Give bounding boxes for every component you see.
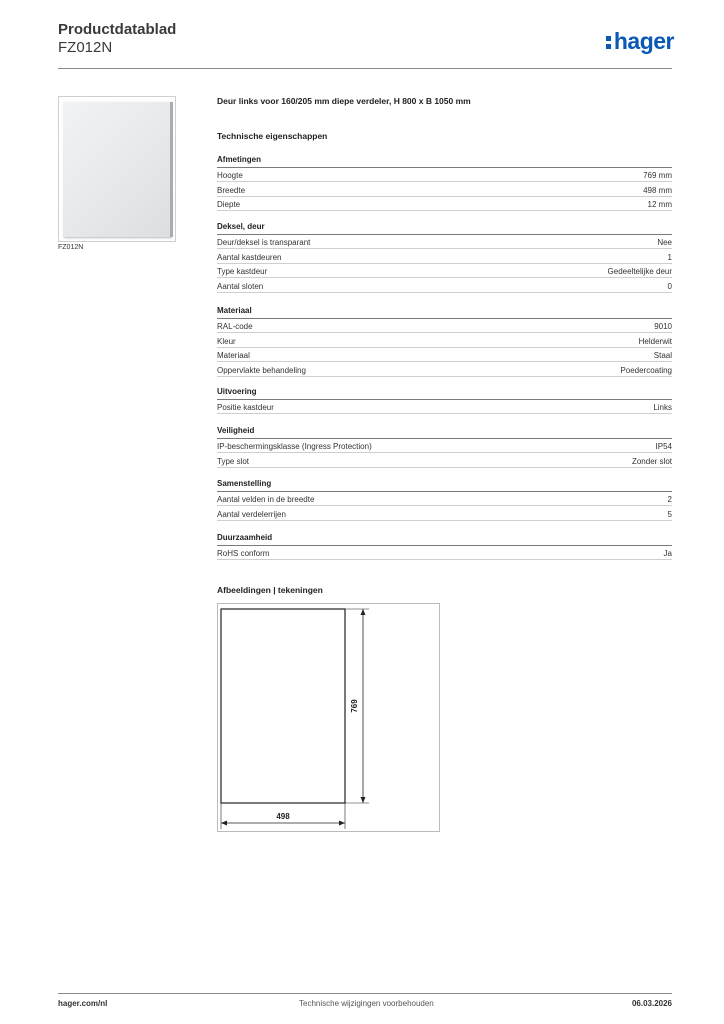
spec-label: Aantal kastdeuren — [217, 252, 282, 262]
spec-label: Materiaal — [217, 351, 250, 361]
spec-label: Deur/deksel is transparant — [217, 238, 311, 247]
spec-label: Aantal velden in de breedte — [217, 495, 315, 504]
spec-label: Hoogte — [217, 171, 243, 180]
footer-disclaimer: Technische wijzigingen voorbehouden — [299, 999, 434, 1008]
spec-value: Staal — [653, 351, 672, 361]
section-title: Deksel, deur — [217, 222, 265, 231]
spec-value: 2 — [667, 495, 672, 504]
spec-row — [217, 183, 672, 197]
door-edge — [170, 102, 173, 237]
spec-row — [217, 492, 672, 506]
product-image — [58, 96, 176, 242]
spec-value: Poedercoating — [620, 365, 672, 375]
spec-row — [217, 197, 672, 211]
hager-logo — [606, 28, 674, 55]
door-panel-icon — [63, 102, 171, 237]
section-title: Veiligheid — [217, 426, 255, 435]
spec-row — [217, 454, 672, 468]
images-heading: Afbeeldingen | tekeningen — [217, 585, 323, 595]
width-dimension-label: 498 — [276, 812, 290, 821]
footer-date: 06.03.2026 — [631, 999, 672, 1008]
footer-website[interactable]: hager.com/nl — [58, 999, 108, 1008]
spec-row — [217, 319, 672, 333]
spec-row — [217, 235, 672, 249]
spec-row — [217, 279, 672, 293]
spec-row — [217, 334, 672, 348]
spec-label: Aantal verdelerrijen — [217, 509, 286, 519]
dimension-drawing-svg — [217, 603, 441, 833]
specs-heading: Technische eigenschappen — [217, 131, 328, 141]
section-title: Samenstelling — [217, 479, 272, 488]
spec-value: 769 mm — [643, 171, 672, 180]
spec-row — [217, 264, 672, 278]
spec-value: Ja — [663, 549, 672, 558]
dimension-drawing — [217, 603, 441, 838]
spec-row — [217, 546, 672, 560]
spec-value: 1 — [667, 252, 672, 262]
header-rule — [58, 68, 672, 69]
spec-row — [217, 400, 672, 414]
spec-value: IP54 — [655, 442, 672, 451]
spec-row — [217, 250, 672, 264]
spec-row — [217, 507, 672, 521]
spec-label: Kleur — [217, 336, 236, 346]
spec-label: RoHS conform — [217, 549, 270, 558]
product-image-caption: FZ012N — [58, 244, 84, 251]
spec-value: Helderwit — [638, 336, 672, 346]
spec-row — [217, 348, 672, 362]
section-title: Uitvoering — [217, 387, 257, 396]
spec-value: Nee — [657, 238, 672, 247]
spec-value: 498 mm — [643, 185, 672, 195]
section-title: Afmetingen — [217, 155, 261, 164]
door-outline — [221, 609, 345, 803]
spec-label: Aantal sloten — [217, 281, 264, 291]
spec-row — [217, 363, 672, 377]
spec-row — [217, 168, 672, 182]
product-description: Deur links voor 160/205 mm diepe verdeler, H 800 x B 1050 mm — [217, 96, 471, 106]
spec-value: Zonder slot — [631, 456, 672, 466]
spec-label: Oppervlakte behandeling — [217, 365, 306, 375]
spec-label: RAL-code — [217, 322, 253, 331]
height-dimension-label: 769 — [350, 699, 359, 713]
spec-label: Positie kastdeur — [217, 403, 274, 412]
section-title: Duurzaamheid — [217, 533, 273, 542]
spec-value: 9010 — [654, 322, 672, 331]
spec-value: 5 — [667, 509, 672, 519]
spec-row — [217, 439, 672, 453]
spec-value: 0 — [667, 281, 672, 291]
spec-label: IP-beschermingsklasse (Ingress Protection) — [217, 442, 372, 451]
spec-label: Type kastdeur — [217, 267, 268, 277]
spec-value: Links — [653, 403, 672, 412]
spec-value: Gedeeltelijke deur — [607, 267, 672, 277]
spec-value: 12 mm — [647, 200, 672, 210]
footer-rule — [58, 993, 672, 994]
page-title: Productdatablad — [58, 21, 177, 38]
logo-text: hager — [613, 28, 674, 54]
spec-label: Diepte — [217, 200, 241, 210]
product-code: FZ012N — [58, 39, 113, 56]
logo-colon-icon — [606, 36, 612, 50]
spec-label: Breedte — [217, 185, 246, 195]
section-title: Materiaal — [217, 306, 252, 315]
spec-label: Type slot — [217, 456, 250, 466]
